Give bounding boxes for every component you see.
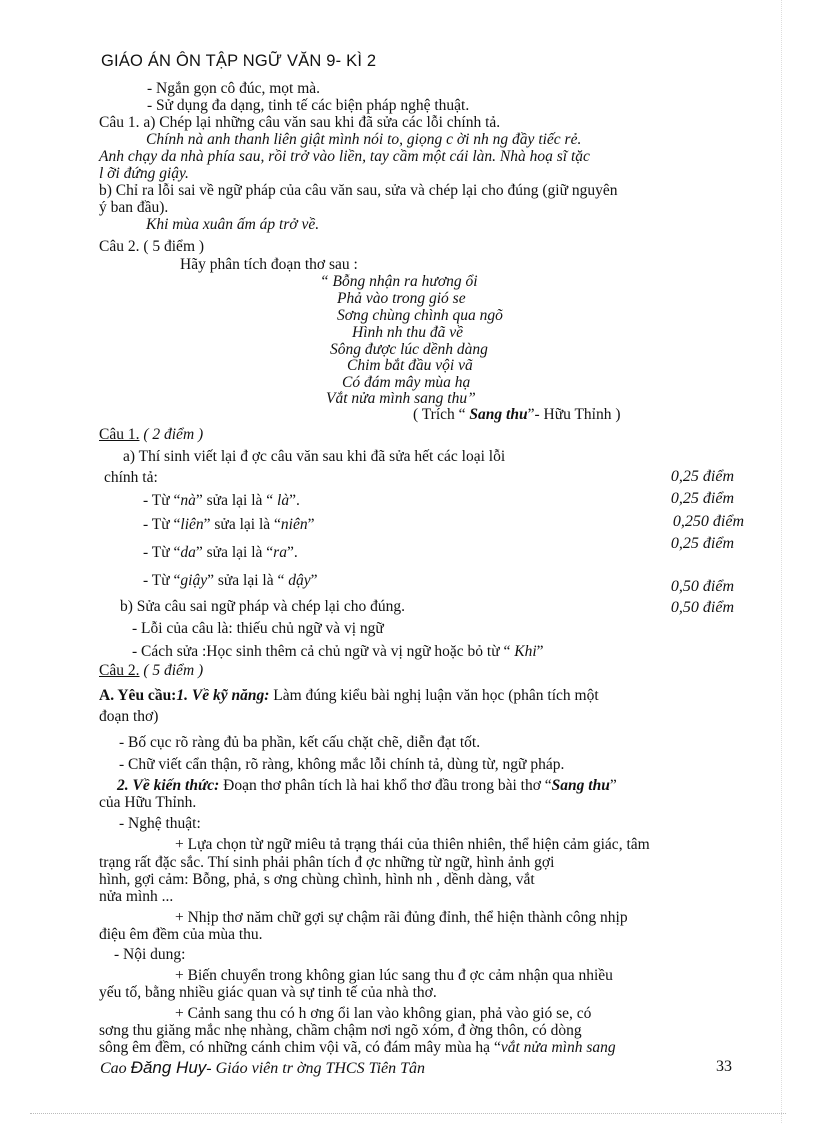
score-value: 0,25 điểm: [670, 468, 734, 485]
poem-line-2: Phả vào trong gió se: [337, 290, 466, 307]
art-point-1-line-2: trạng rất đặc sắc. Thí sinh phải phân tích đ ợc những từ ngữ, hình ảnh gợi: [99, 854, 555, 871]
content-point-2-line-2: sơng thu giăng mắc nhẹ nhàng, chầm chậm nơi ngõ xóm, đ ờng thôn, có dòng: [99, 1022, 582, 1039]
answer-1b-fix: - Cách sửa :Học sinh thêm cả chủ ngữ và vị ngữ hoặc bỏ từ “ Khi”: [132, 643, 544, 660]
answer-1b: b) Sửa câu sai ngữ pháp và chép lại cho đúng.: [120, 598, 405, 615]
passage-line-3: l ỡi đứng giậy.: [99, 165, 189, 182]
art-point-2-line-2: điệu êm đềm của mùa thu.: [99, 926, 263, 943]
content-label: - Nội dung:: [114, 946, 186, 963]
poem-line-1: “ Bỗng nhận ra hương ổi: [320, 273, 478, 290]
answer-1-label: Câu 1.: [99, 426, 140, 443]
document-header: GIÁO ÁN ÔN TẬP NGỮ VĂN 9- KÌ 2: [101, 52, 377, 70]
score-value: 0,50 điểm: [670, 578, 734, 595]
question-1b-line-1: b) Chỉ ra lỗi sai về ngữ pháp của câu văn sau, sửa và chép lại cho đúng (giữ nguyên: [99, 182, 618, 199]
question-1b-line-2: ý ban đầu).: [99, 199, 169, 216]
score-value: 0,25 điểm: [670, 490, 734, 507]
answer-1-points: ( 2 điểm ): [139, 426, 204, 443]
question-2-label: Câu 2. ( 5 điểm ): [99, 238, 205, 255]
poem-citation: ( Trích “ Sang thu”- Hữu Thỉnh ): [413, 406, 621, 423]
art-point-1-line-3: hình, gợi cảm: Bỗng, phả, s ơng chùng chình, hình nh , dềnh dàng, vắt: [99, 871, 535, 888]
answer-1-heading: [99, 426, 203, 444]
poem-line-8: Vắt nửa mình sang thu”: [326, 390, 476, 407]
knowledge-line-2: của Hữu Thỉnh.: [99, 794, 197, 811]
author-name: Đăng Huy: [130, 1058, 207, 1077]
knowledge-line: 2. Về kiến thức: Đoạn thơ phân tích là hai khổ thơ đầu trong bài thơ “Sang thu”: [117, 777, 617, 794]
poem-line-5: Sông được lúc dềnh dàng: [330, 341, 488, 358]
citation-title: Sang thu: [469, 406, 528, 423]
answer-1b-error: - Lỗi của câu là: thiếu chủ ngữ và vị ngữ: [132, 620, 384, 637]
intro-line-1: - Ngắn gọn cô đúc, mọt mà.: [147, 80, 321, 97]
requirement-line: A. Yêu cầu:1. Về kỹ năng: Làm đúng kiểu bài nghị luận văn học (phân tích một: [99, 687, 599, 704]
skill-item-1: - Bố cục rõ ràng đủ ba phần, kết cấu chặt chẽ, diễn đạt tốt.: [119, 734, 481, 751]
art-point-1-line-1: + Lựa chọn từ ngữ miêu tả trạng thái của thiên nhiên, thể hiện cảm giác, tâm: [175, 836, 650, 853]
question-2-prompt: Hãy phân tích đoạn thơ sau :: [180, 256, 358, 273]
faulty-sentence: Khi mùa xuân ấm áp trở về.: [146, 216, 320, 233]
poem-line-3: Sơng chùng chình qua ngõ: [337, 307, 503, 324]
fix-item: - Từ “nà” sửa lại là “ là”.: [143, 492, 300, 509]
content-point-1-line-1: + Biến chuyển trong không gian lúc sang thu đ ợc cảm nhận qua nhiều: [175, 967, 613, 984]
page-bottom-border: [30, 1113, 786, 1114]
intro-line-2: - Sử dụng đa dạng, tinh tế các biện pháp nghệ thuật.: [147, 97, 470, 114]
content-point-1-line-2: yếu tố, bằng nhiều giác quan và sự tinh tế của nhà thơ.: [99, 984, 437, 1001]
poem-line-6: Chim bắt đầu vội vã: [347, 357, 473, 374]
poem-line-7: Có đám mây mùa hạ: [342, 374, 471, 391]
answer-1a-line-2: chính tả:: [104, 469, 158, 486]
content-point-2-line-3: sông êm đềm, có những cánh chim vội vã, có đám mây mùa hạ “vắt nửa mình sang: [99, 1039, 616, 1056]
passage-line-1: Chính nà anh thanh liên giật mình nói to, giọng c ời nh ng đầy tiếc rẻ.: [146, 131, 582, 148]
page-edge-line: [781, 0, 782, 1123]
answer-1a-line-1: a) Thí sinh viết lại đ ợc câu văn sau khi đã sửa hết các loại lỗi: [123, 448, 506, 465]
score-value: 0,25 điểm: [670, 535, 734, 552]
answer-2-points: ( 5 điểm ): [139, 662, 204, 679]
answer-2-heading: [99, 662, 203, 680]
fix-item: - Từ “giậy” sửa lại là “ dậy”: [143, 572, 318, 589]
score-value: 0,250 điểm: [672, 513, 744, 530]
art-label: - Nghệ thuật:: [119, 815, 201, 832]
fix-item: - Từ “liên” sửa lại là “niên”: [143, 516, 315, 533]
fix-item: - Từ “da” sửa lại là “ra”.: [143, 544, 298, 561]
answer-2-label: Câu 2.: [99, 662, 140, 679]
page-number: 33: [716, 1058, 732, 1075]
skill-item-2: - Chữ viết cẩn thận, rõ ràng, không mắc lỗi chính tả, dùng từ, ngữ pháp.: [119, 756, 565, 773]
poem-line-4: Hình nh thu đã về: [352, 324, 464, 341]
requirement-line-2: đoạn thơ): [99, 708, 159, 725]
footer-author: Cao Đăng Huy- Giáo viên tr ờng THCS Tiên Tân: [100, 1058, 426, 1077]
score-value: 0,50 điểm: [670, 599, 734, 616]
question-1a: Câu 1. a) Chép lại những câu văn sau khi đã sửa các lỗi chính tả.: [99, 114, 501, 131]
art-point-1-line-4: nửa mình ...: [99, 888, 174, 905]
content-point-2-line-1: + Cảnh sang thu có h ơng ổi lan vào không gian, phả vào gió se, có: [175, 1005, 592, 1022]
passage-line-2: Anh chạy da nhà phía sau, rồi trở vào liền, tay cầm một cái làn. Nhà hoạ sĩ tặc: [99, 148, 590, 165]
art-point-2-line-1: + Nhịp thơ năm chữ gợi sự chậm rãi đủng đỉnh, thể hiện thành công nhịp: [175, 909, 628, 926]
